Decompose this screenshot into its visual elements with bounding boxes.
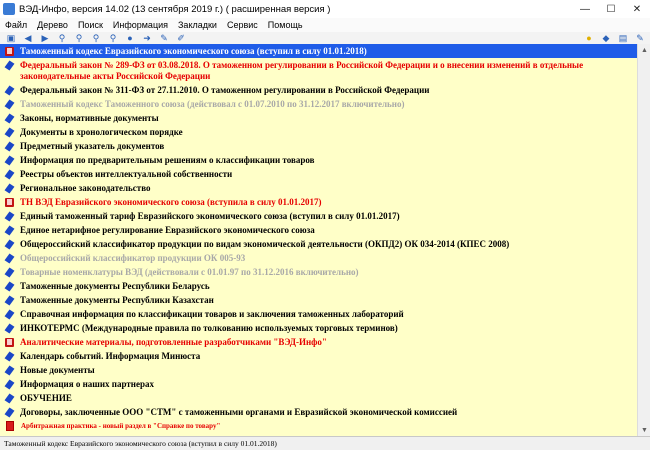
menu-help[interactable]: Помощь	[267, 20, 303, 30]
layers-icon[interactable]: ▤	[618, 33, 628, 43]
menu-tree[interactable]: Дерево	[37, 20, 68, 30]
tree-item-label: Таможенные документы Республики Казахстан	[20, 295, 214, 305]
tree-item-label: Предметный указатель документов	[20, 141, 165, 151]
folder-diamond-icon	[5, 310, 15, 320]
close-button[interactable]: ✕	[632, 3, 642, 15]
paint-icon[interactable]: ◆	[602, 33, 610, 43]
tree-item[interactable]	[0, 251, 637, 265]
arrow-right-icon[interactable]: ➜	[143, 33, 151, 43]
lightbulb-icon[interactable]: ●	[586, 33, 592, 43]
open-icon[interactable]: ▣	[6, 33, 16, 43]
folder-diamond-icon	[5, 61, 15, 71]
tree-item-label: Справочная информация по классификации товаров и заключения таможенных лабораторий	[20, 309, 404, 319]
folder-diamond-icon	[5, 128, 15, 138]
tree-item-label: Аналитические материалы, подготовленные разработчиками "ВЭД-Инфо"	[20, 337, 327, 347]
tree-item[interactable]	[0, 363, 637, 377]
folder-diamond-icon	[5, 366, 15, 376]
tree-item[interactable]	[0, 237, 637, 251]
status-text: Таможенный кодекс Евразийского экономического союза (вступил в силу 01.01.2018)	[4, 439, 277, 448]
tree-item[interactable]	[0, 391, 637, 405]
menu-search[interactable]: Поиск	[77, 20, 103, 30]
folder-diamond-icon	[5, 324, 15, 334]
tree-item-label: Информация по предварительным решениям о классификации товаров	[20, 155, 315, 165]
tree-item[interactable]	[0, 405, 637, 419]
tree-item[interactable]	[0, 83, 637, 97]
info-icon[interactable]: ●	[127, 33, 133, 43]
folder-diamond-icon	[5, 394, 15, 404]
folder-diamond-icon	[5, 380, 15, 390]
tree-item[interactable]	[0, 195, 637, 209]
folder-diamond-icon	[5, 170, 15, 180]
tree-item-label: Общероссийский классификатор продукции ОК 005-93	[20, 253, 246, 263]
tree-item[interactable]	[0, 419, 637, 434]
tree-item-label: Календарь событий. Информация Минюста	[20, 351, 201, 361]
menu-bar	[0, 18, 650, 32]
book-icon	[5, 338, 14, 347]
tree-item[interactable]	[0, 153, 637, 167]
maximize-button[interactable]: ☐	[606, 3, 616, 15]
tree-item-label: Законы, нормативные документы	[20, 113, 159, 123]
vertical-scrollbar[interactable]	[637, 44, 650, 436]
tree-item[interactable]	[0, 265, 637, 279]
folder-diamond-icon	[5, 240, 15, 250]
folder-diamond-icon	[5, 408, 15, 418]
folder-diamond-icon	[5, 352, 15, 362]
forward-icon[interactable]: ▶	[41, 33, 49, 43]
tree-item[interactable]	[0, 58, 637, 83]
app-icon	[3, 3, 15, 15]
tree-item-label: Документы в хронологическом порядке	[20, 127, 183, 137]
folder-diamond-icon	[5, 296, 15, 306]
tree-item-label: Региональное законодательство	[20, 183, 151, 193]
tree-item-label: Таможенный кодекс Евразийского экономического союза (вступил в силу 01.01.2018)	[20, 46, 367, 56]
tree-item-label: Федеральный закон № 311-ФЗ от 27.11.2010. О таможенном регулировании в Российской Федерации	[20, 85, 430, 95]
menu-file[interactable]: Файл	[5, 20, 28, 30]
pen-icon[interactable]: ✎	[636, 33, 644, 43]
tree-item-label: Таможенный кодекс Таможенного союза (действовал с 01.07.2010 по 31.12.2017 включительно)	[20, 99, 405, 109]
menu-bookmarks[interactable]: Закладки	[178, 20, 217, 30]
red-book-icon	[6, 421, 14, 431]
search-text-icon[interactable]: ⚲	[75, 33, 83, 43]
tree-item[interactable]	[0, 335, 637, 349]
folder-diamond-icon	[5, 184, 15, 194]
tree-item-label: Договоры, заключенные ООО "СТМ" с таможенными органами и Евразийской экономической комиссией	[20, 407, 458, 417]
tree-item-label: ОБУЧЕНИЕ	[20, 393, 72, 403]
tree-item[interactable]	[0, 223, 637, 237]
menu-info[interactable]: Информация	[112, 20, 168, 30]
status-bar	[0, 436, 650, 450]
folder-diamond-icon	[5, 254, 15, 264]
title-bar	[0, 0, 650, 19]
tree-item[interactable]	[0, 125, 637, 139]
folder-diamond-icon	[5, 156, 15, 166]
menu-service[interactable]: Сервис	[226, 20, 258, 30]
scroll-up-icon[interactable]: ▲	[641, 46, 648, 54]
document-tree	[0, 44, 637, 436]
minimize-button[interactable]: —	[580, 3, 590, 15]
folder-diamond-icon	[5, 114, 15, 124]
tree-item[interactable]	[0, 209, 637, 223]
bookmark-icon[interactable]: ✎	[160, 33, 168, 43]
scroll-down-icon[interactable]: ▼	[641, 426, 648, 434]
tree-item[interactable]	[0, 321, 637, 335]
folder-diamond-icon	[5, 86, 15, 96]
tree-item[interactable]	[0, 139, 637, 153]
folder-diamond-icon	[5, 282, 15, 292]
tree-item[interactable]	[0, 293, 637, 307]
tree-item[interactable]	[0, 377, 637, 391]
tree-item-label: Новые документы	[20, 365, 95, 375]
folder-diamond-icon	[5, 212, 15, 222]
book-icon	[5, 47, 14, 56]
tree-item-label: Единое нетарифное регулирование Евразийского экономического союза	[20, 225, 315, 235]
tree-item[interactable]	[0, 167, 637, 181]
tree-item[interactable]	[0, 349, 637, 363]
tree-item[interactable]	[0, 44, 637, 58]
tree-item-label: ИНКОТЕРМС (Международные правила по толкованию используемых торговых терминов)	[20, 323, 398, 333]
tree-item-label: Информация о наших партнерах	[20, 379, 154, 389]
folder-diamond-icon	[5, 100, 15, 110]
tree-item-label: Общероссийский классификатор продукции по видам экономической деятельности (ОКПД2) ОК 034-2014 (КПЕС 2008)	[20, 239, 510, 249]
back-icon[interactable]: ◀	[24, 33, 32, 43]
tree-item-label: Арбитражная практика - новый раздел в "Справке по товару"	[21, 422, 221, 430]
tree-item[interactable]	[0, 279, 637, 293]
tree-item[interactable]	[0, 97, 637, 111]
note-icon[interactable]: ✐	[177, 33, 185, 43]
tree-item-label: Товарные номенклатуры ВЭД (действовали с 01.01.97 по 31.12.2016 включительно)	[20, 267, 359, 277]
tree-item-label: Таможенные документы Республики Беларусь	[20, 281, 210, 291]
search-code-icon[interactable]: ⚲	[92, 33, 100, 43]
tree-item-label: Федеральный закон № 289-ФЗ от 03.08.2018. О таможенном регулировании в Российской Федерации и о внесении изменений в отдельные законодательные акты Российской Федерации	[20, 60, 584, 81]
folder-diamond-icon	[5, 226, 15, 236]
search-next-icon[interactable]: ⚲	[109, 33, 117, 43]
folder-diamond-icon	[5, 142, 15, 152]
tree-item[interactable]	[0, 307, 637, 321]
folder-diamond-icon	[5, 268, 15, 278]
tree-item[interactable]	[0, 181, 637, 195]
window-title: ВЭД-Инфо, версия 14.02 (13 сентября 2019 г.) ( расширенная версия )	[19, 3, 331, 15]
search-icon[interactable]: ⚲	[58, 33, 66, 43]
tree-item[interactable]	[0, 111, 637, 125]
book-icon	[5, 198, 14, 207]
tree-item-label: ТН ВЭД Евразийского экономического союза (вступила в силу 01.01.2017)	[20, 197, 322, 207]
tree-item-label: Единый таможенный тариф Евразийского экономического союза (вступил в силу 01.01.2017)	[20, 211, 400, 221]
tree-item-label: Реестры объектов интеллектуальной собственности	[20, 169, 233, 179]
